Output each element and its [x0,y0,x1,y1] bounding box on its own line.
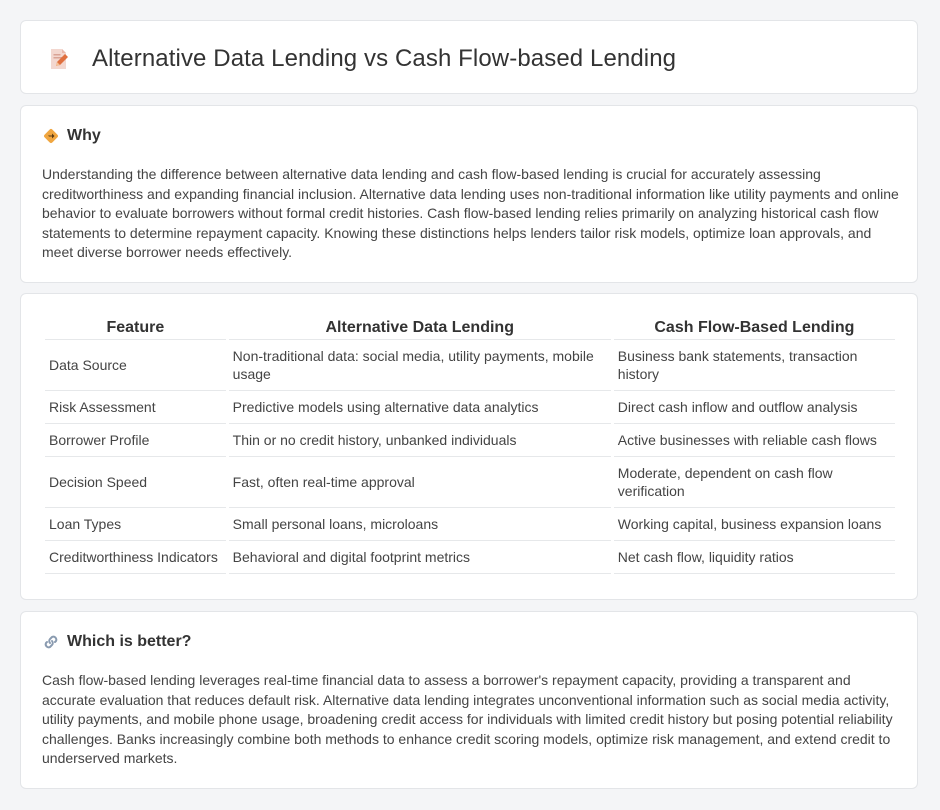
table-row [45,508,895,541]
why-heading-row [43,127,101,145]
table-row [45,457,895,508]
header-feature: Feature [45,315,226,340]
why-body: Understanding the difference between alternative data lending and cash flow-based lending is crucial for accurately assessing creditworthiness and expanding financial inclusion. Alternative data lending uses non-traditional information like utility payments and online behavior to evaluate borrowers without formal credit histories. Cash flow-based lending relies primarily on analyzing historical cash flow statements to determine repayment capacity. Knowing these distinctions helps lenders tailor risk models, optimize loan approvals, and meet diverse borrower needs effectively. [42,166,899,260]
diamond-sign-icon [43,128,59,144]
table-row [45,340,895,391]
why-heading: Why [67,127,101,144]
table-cell: Direct cash inflow and outflow analysis [614,391,895,424]
better-body: Cash flow-based lending leverages real-time financial data to assess a borrower's repayment capacity, providing a transparent and accurate evaluation that reduces default risk. Alternative data lending integrates unconventional information such as social media activity, utility payments, and mobile phone usage, broadening credit access for individuals with limited credit history but posing potential reliability challenges. Banks increasingly combine both methods to enhance credit scoring models, optimize risk management, and extend credit to underserved markets. [42,672,893,766]
table-cell: Non-traditional data: social media, utility payments, mobile usage [229,340,611,391]
header-cash-flow: Cash Flow-Based Lending [614,315,895,340]
table-cell: Loan Types [45,508,226,541]
better-heading: Which is better? [67,633,192,650]
comparison-section [20,293,918,600]
title-row [47,45,676,73]
title-card [20,20,918,94]
table-cell: Decision Speed [45,457,226,508]
table-row [45,541,895,574]
table-cell: Predictive models using alternative data analytics [229,391,611,424]
table-cell: Working capital, business expansion loans [614,508,895,541]
table-header-row [45,315,895,340]
table-cell: Small personal loans, microloans [229,508,611,541]
table-row [45,424,895,457]
table-cell: Borrower Profile [45,424,226,457]
table-cell: Net cash flow, liquidity ratios [614,541,895,574]
why-section [20,105,918,283]
table-cell: Risk Assessment [45,391,226,424]
table-row [45,391,895,424]
comparison-table [42,315,898,574]
table-cell: Moderate, dependent on cash flow verification [614,457,895,508]
better-heading-row [43,633,191,651]
header-alternative-data: Alternative Data Lending [229,315,611,340]
page-title: Alternative Data Lending vs Cash Flow-based Lending [92,45,677,72]
table-cell: Creditworthiness Indicators [45,541,226,574]
table-cell: Active businesses with reliable cash flows [614,424,895,457]
document-pencil-icon [47,47,71,71]
table-cell: Fast, often real-time approval [229,457,611,508]
which-better-section [20,611,918,789]
table-cell: Data Source [45,340,226,391]
table-cell: Business bank statements, transaction history [614,340,895,391]
link-icon [43,634,59,650]
table-cell: Behavioral and digital footprint metrics [229,541,611,574]
table-cell: Thin or no credit history, unbanked individuals [229,424,611,457]
